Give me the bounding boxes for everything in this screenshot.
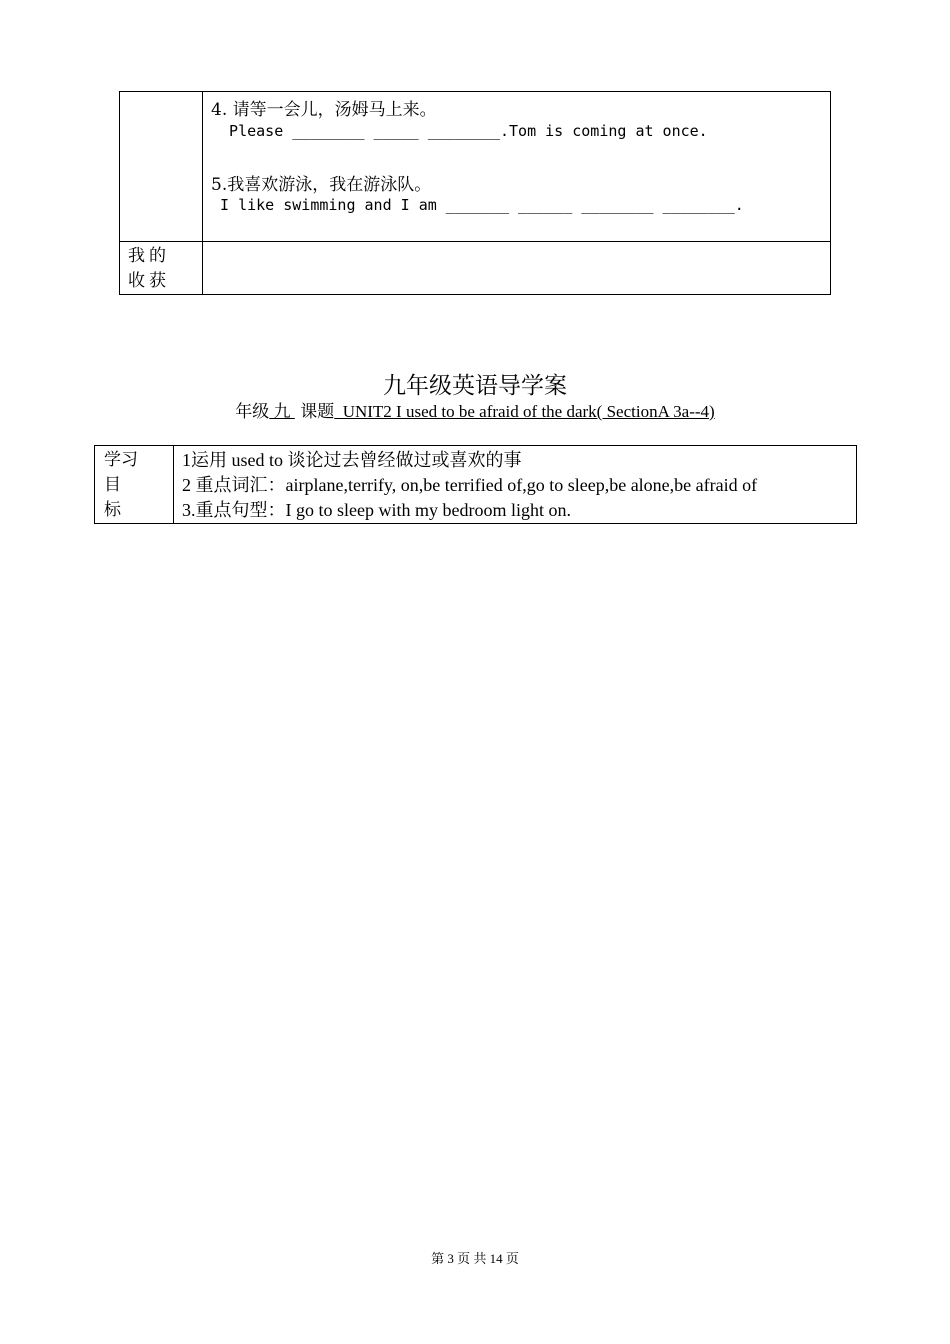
- question-5-answer-line: I like swimming and I am _______ ______ ________ ________.: [211, 196, 744, 214]
- empty-label-cell: [120, 92, 203, 242]
- question-4-answer-line: Please ________ _____ ________.Tom is coming at once.: [211, 122, 708, 140]
- objectives-label-line-3: 标: [104, 500, 121, 520]
- page-title: 九年级英语导学案: [383, 373, 567, 399]
- objective-item: 2 重点词汇：airplane,terrify, on,be terrified of,go to sleep,be alone,be afraid of: [182, 475, 758, 495]
- objective-item: 3.重点句型：I go to sleep with my bedroom light on.: [182, 500, 571, 520]
- harvest-label-line-1: 我的: [128, 246, 170, 266]
- grade-value: 九: [269, 402, 295, 421]
- lesson-subtitle: [0, 397, 950, 422]
- grade-label: 年级: [235, 402, 270, 422]
- objectives-label-line-2: 目: [104, 475, 121, 495]
- objectives-label-line-1: 学习: [104, 450, 138, 470]
- exercise-table: [119, 91, 831, 295]
- objectives-label: [95, 446, 174, 524]
- question-4-prompt: 4. 请等一会儿，汤姆马上来。: [211, 100, 437, 120]
- harvest-label-line-2: 收获: [128, 271, 170, 291]
- page-footer: 第 3 页 共 14 页: [431, 1251, 519, 1266]
- objectives-table: [94, 445, 857, 524]
- objectives-content: [174, 446, 857, 524]
- topic-label: 课题: [300, 402, 335, 422]
- question-5-prompt: 5.我喜欢游泳，我在游泳队。: [211, 175, 432, 195]
- exercise-cell: [203, 92, 831, 242]
- topic-value: UNIT2 I used to be afraid of the dark( SectionA 3a--4): [334, 402, 715, 421]
- objective-item: 1运用 used to 谈论过去曾经做过或喜欢的事: [182, 450, 522, 470]
- harvest-content: [203, 242, 831, 295]
- harvest-label: [120, 242, 203, 295]
